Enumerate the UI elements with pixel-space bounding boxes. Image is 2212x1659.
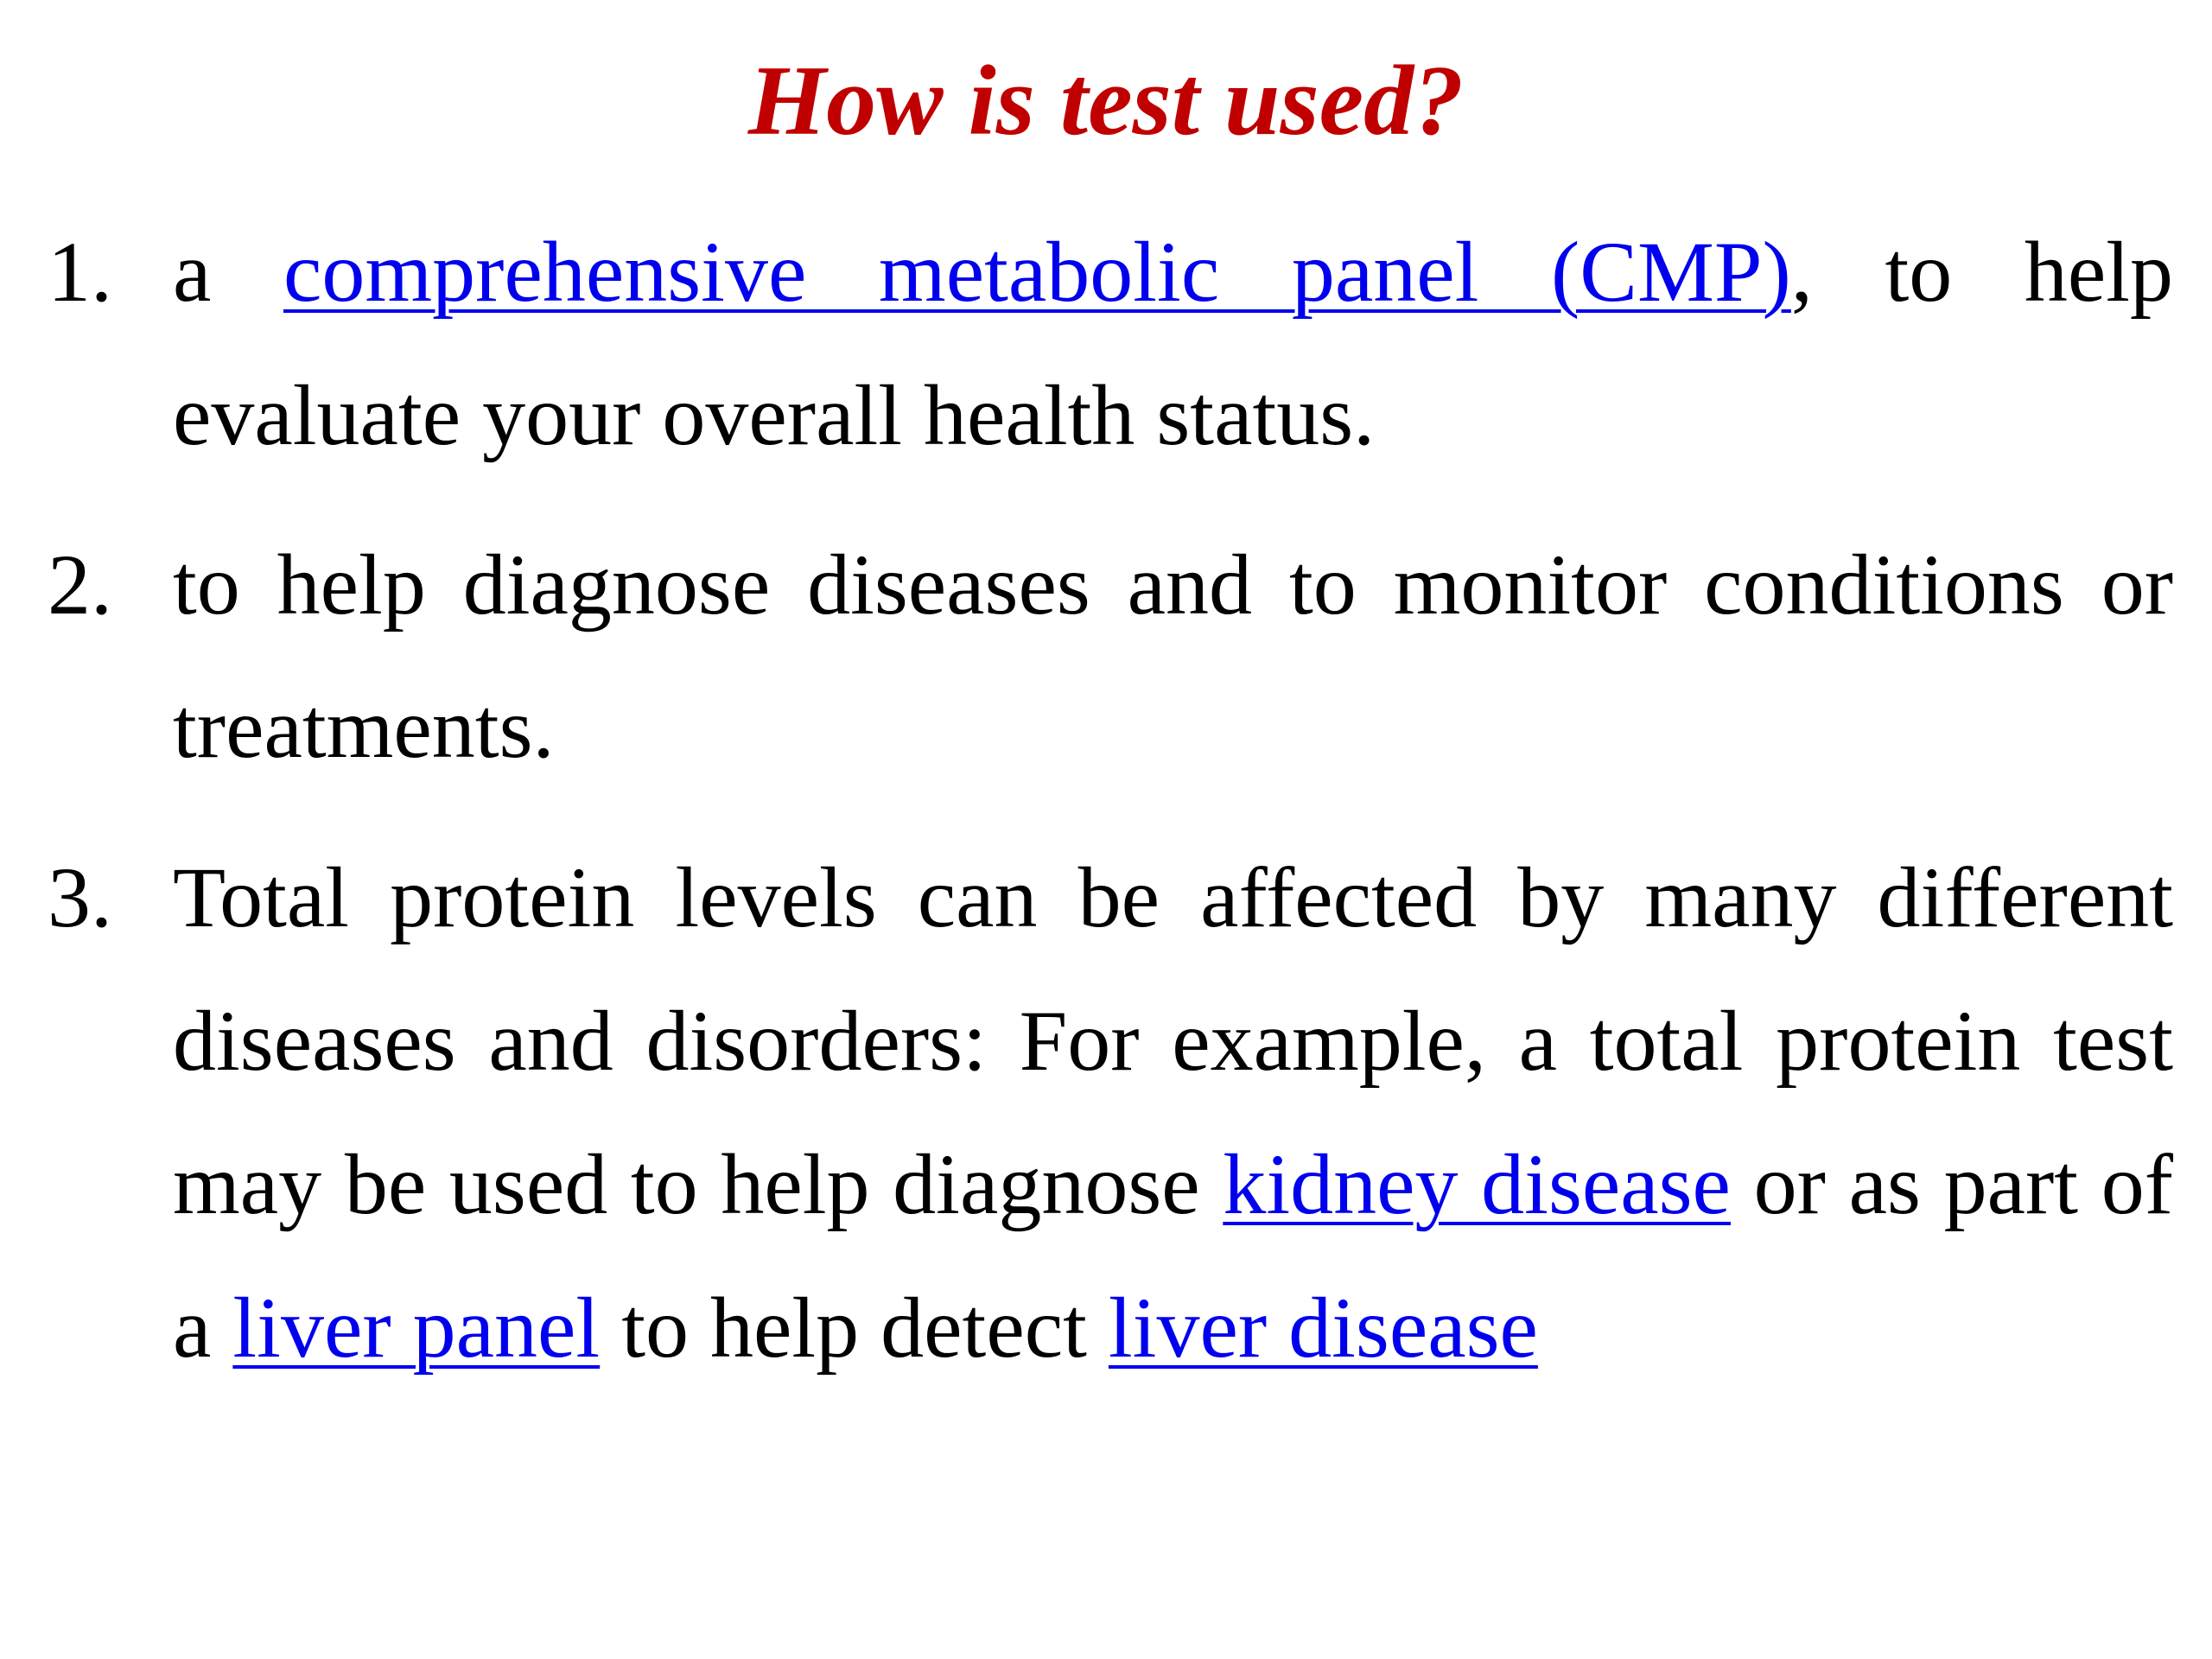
- item-text: to help diagnose diseases and to monitor conditions or treatments.: [173, 537, 2173, 776]
- page-title: How is test used?: [747, 46, 1465, 156]
- list-number: 3.: [48, 849, 112, 945]
- kidney-disease-link[interactable]: kidney disease: [1223, 1136, 1731, 1232]
- numbered-list: [48, 200, 2173, 1426]
- item-text: a: [173, 224, 283, 320]
- list-number: 2.: [48, 537, 112, 632]
- liver-panel-link[interactable]: liver panel: [232, 1280, 601, 1376]
- liver-disease-link[interactable]: liver disease: [1108, 1280, 1538, 1376]
- item-text: to help detect: [600, 1280, 1109, 1376]
- item-text: , to help evaluate your overall health status.: [173, 224, 2173, 463]
- list-item-2: [48, 513, 2173, 800]
- list-item-1: [48, 200, 2173, 487]
- list-item-3: [48, 826, 2173, 1400]
- item-text: Total protein levels can be affected by many different diseases and disorders: For example, a total protein test may be used to help diagnose: [173, 849, 2173, 1232]
- cmp-link[interactable]: comprehensive metabolic panel (CMP): [283, 224, 1791, 320]
- item-text: or as part of a: [173, 1136, 2174, 1376]
- list-number: 1.: [48, 224, 112, 320]
